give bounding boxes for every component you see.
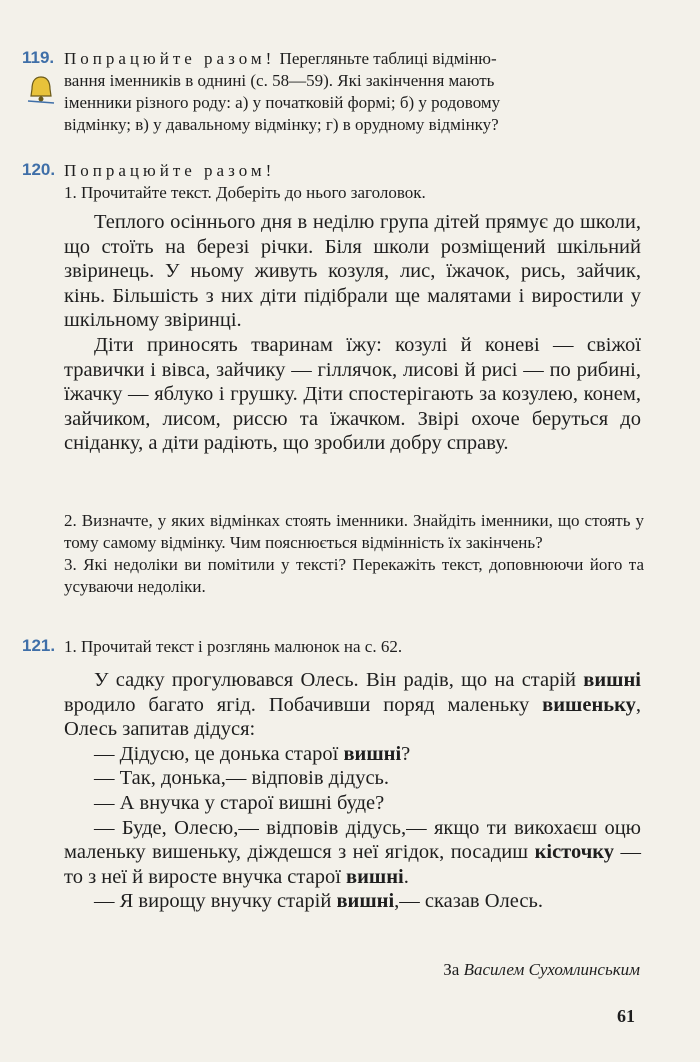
- exercise-lead: Попрацюйте разом!: [64, 49, 276, 68]
- dialogue-line: — Дідусю, це донька старої вишні?: [94, 742, 411, 765]
- paragraph: Теплого осіннього дня в неділю група дітей прямує до школи, що стоїть на березі річки. Біля школи розміщений шкільний звіринець. У ньому живуть козуля, лис, їжачок, рись, зайчик, кінь. Більшість з них діти підібрали ще малятами і виростили у шкільному звіринці.: [64, 211, 641, 332]
- exercise-tasks: [64, 510, 644, 598]
- exercise-reading-text: [64, 668, 641, 914]
- exercise-number: 121.: [22, 636, 56, 655]
- exercise-number: 120.: [22, 160, 56, 179]
- exercise-lead-line: [64, 160, 644, 204]
- author-attribution: За Василем Сухомлинським: [443, 960, 640, 979]
- page-number: 61: [617, 1006, 635, 1026]
- dialogue-line: — Я вирощу внучку старій вишні,— сказав Олесь.: [94, 890, 543, 913]
- paragraph: Діти приносять тваринам їжу: козулі й коневі — свіжої травички і вівса, зайчику — гіллячок, лисові й рисі — по рибині, їжачку — яблуко і грушку. Діти спостерігають за козулею, конем, зайчиком, лисом, риссю та їжачком. Звірі охоче беруться до сніданку, а діти радіють, що зробили добру справу.: [64, 333, 641, 455]
- exercise-task-1: 1. Прочитай текст і розглянь малюнок на с. 62.: [64, 637, 403, 656]
- exercise-text: Попрацюйте разом! Перегляньте таблиці відміню- вання іменників в однині (с. 58—59). Які закінчення мають іменники різного роду: а) у початковій формі; б) у родовому відмінку; в) у давальному відмінку; г) в орудному відмінку?: [64, 49, 501, 134]
- exercise-task-2: 2. Визначте, у яких відмінках стоять іменники. Знайдіть іменники, що стоять у тому самому відмінку. Чим пояснюється відмінність їх закінчень?: [64, 511, 644, 552]
- bell-icon: [26, 74, 56, 106]
- dialogue-line: — Буде, Олесю,— відповів дідусь,— якщо ти викохаєш оцю маленьку вишеньку, діждешся з неї ягідок, посадиш кісточку — то з неї й виросте внучка старої вишні.: [64, 816, 642, 888]
- exercise-number: 119.: [22, 48, 55, 67]
- dialogue-line: — Так, донька,— відповів дідусь.: [94, 767, 390, 790]
- paragraph: У садку прогулювався Олесь. Він радів, що на старій вишні вродило багато ягід. Побачивши поряд маленьку вишеньку, Олесь запитав дідуся:: [64, 669, 641, 741]
- exercise-task-3: 3. Які недоліки ви помітили у тексті? Перекажіть текст, доповнюючи його та усуваючи недоліки.: [64, 555, 644, 596]
- exercise-task-1: 1. Прочитайте текст. Доберіть до нього заголовок.: [64, 183, 426, 202]
- exercise-lead: Попрацюйте разом!: [64, 161, 276, 180]
- dialogue-line: — А внучка у старої вишні буде?: [94, 791, 385, 814]
- exercise-reading-text: [64, 210, 641, 456]
